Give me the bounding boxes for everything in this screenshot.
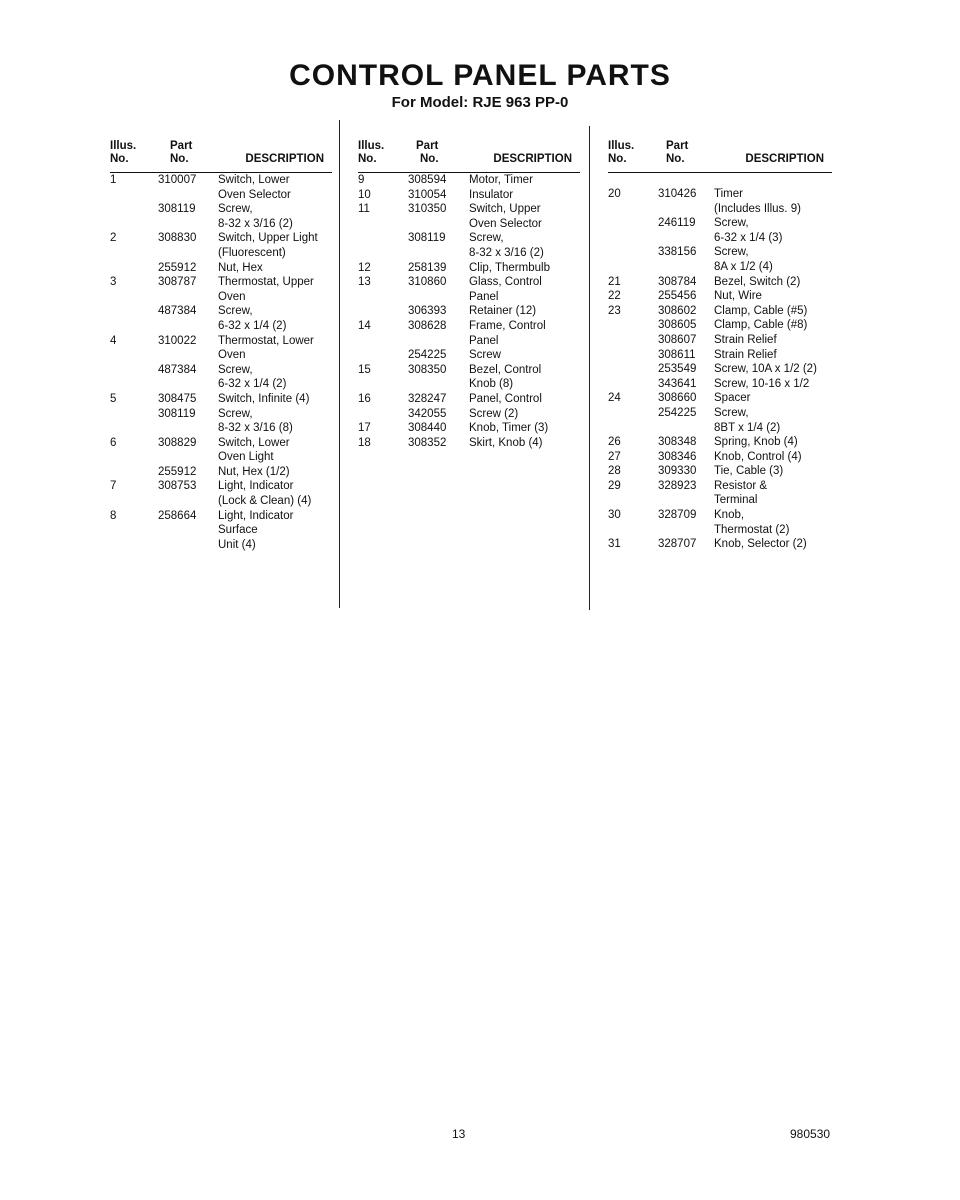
part-row — [358, 188, 580, 203]
part-description — [218, 173, 332, 202]
part-row — [608, 377, 832, 392]
part-row — [608, 508, 832, 537]
part-number: 246119 — [658, 217, 696, 230]
part-row — [608, 435, 832, 450]
part-description — [714, 406, 832, 435]
illus-number: 8 — [110, 509, 117, 522]
part-row — [358, 436, 580, 451]
description-line: Skirt, Knob (4) — [469, 436, 543, 449]
description-line: Clamp, Cable (#5) — [714, 304, 808, 317]
column-header — [608, 136, 832, 173]
part-number: 308348 — [658, 436, 697, 449]
part-description — [218, 407, 332, 436]
part-description — [714, 216, 832, 245]
description-line: Screw — [469, 349, 501, 362]
description-line: Motor, Timer — [469, 174, 533, 186]
part-number: 338156 — [658, 246, 697, 259]
description-line: Unit (4) — [218, 538, 256, 551]
parts-column-2 — [358, 136, 580, 450]
illus-number — [110, 261, 158, 276]
description-line: Spring, Knob (4) — [714, 436, 798, 449]
description-line: Nut, Hex — [218, 261, 263, 274]
part-description — [714, 464, 832, 479]
part-number: 328923 — [658, 479, 697, 492]
header-illus-label: Illus. — [110, 140, 137, 152]
part-number: 310350 — [408, 203, 447, 216]
part-row — [110, 407, 332, 436]
part-description — [714, 304, 832, 319]
part-row — [608, 406, 832, 435]
part-number: 342055 — [408, 407, 447, 420]
description-line: Bezel, Control — [469, 363, 542, 376]
part-number: 308346 — [658, 450, 697, 463]
illus-number: 22 — [608, 290, 621, 303]
part-description — [714, 508, 832, 537]
part-number: 308119 — [158, 407, 196, 420]
part-description — [218, 334, 332, 363]
part-description — [469, 421, 580, 436]
header-description: DESCRIPTION — [745, 153, 824, 165]
part-description — [469, 392, 580, 407]
part-description — [218, 304, 332, 333]
part-number: 309330 — [658, 465, 697, 478]
description-line: Spacer — [714, 392, 751, 405]
illus-number: 29 — [608, 479, 621, 492]
description-line: Panel — [469, 290, 499, 303]
parts-column-1 — [110, 136, 332, 552]
part-number: 310860 — [408, 276, 447, 289]
header-description: DESCRIPTION — [245, 153, 324, 165]
part-number: 308829 — [158, 436, 197, 449]
part-row — [110, 275, 332, 304]
part-row — [110, 202, 332, 231]
illus-number: 18 — [358, 436, 371, 449]
illus-number: 13 — [358, 276, 371, 289]
part-row — [358, 407, 580, 422]
description-line: (Fluorescent) — [218, 246, 286, 259]
part-number: 308607 — [658, 333, 697, 346]
part-description — [714, 362, 832, 377]
description-line: 8BT x 1/4 (2) — [714, 421, 781, 434]
description-line: Oven — [218, 349, 246, 362]
part-description — [469, 173, 580, 188]
illus-number: 16 — [358, 392, 371, 405]
description-line: Resistor & — [714, 479, 768, 492]
description-line: Screw, 10-16 x 1/2 — [714, 377, 810, 390]
part-row — [110, 436, 332, 465]
description-line: Switch, Lower — [218, 436, 290, 449]
part-description — [714, 391, 832, 406]
description-line: (Includes Illus. 9) — [714, 202, 801, 215]
part-number: 308787 — [158, 276, 197, 289]
illus-number: 14 — [358, 319, 371, 332]
part-description — [469, 188, 580, 203]
description-line: Nut, Hex (1/2) — [218, 465, 290, 478]
header-illus-no: No. — [608, 153, 627, 165]
part-description — [218, 363, 332, 392]
part-number: 308440 — [408, 422, 447, 435]
illus-number: 3 — [110, 276, 117, 289]
part-row — [358, 392, 580, 407]
illus-number — [110, 363, 158, 392]
part-number: 308352 — [408, 436, 447, 449]
part-number: 255912 — [158, 465, 197, 478]
description-line: Thermostat, Upper — [218, 276, 314, 289]
description-line: Oven Selector — [218, 188, 291, 201]
part-number: 308594 — [408, 174, 447, 186]
illus-number: 15 — [358, 363, 371, 376]
part-row — [358, 319, 580, 348]
part-description — [218, 261, 332, 276]
part-number: 258139 — [408, 261, 447, 274]
description-line: (Lock & Clean) (4) — [218, 495, 312, 508]
illus-number: 5 — [110, 392, 117, 405]
part-row — [110, 304, 332, 333]
part-number: 308830 — [158, 232, 197, 245]
illus-number — [608, 245, 658, 274]
part-row — [110, 509, 332, 553]
description-line: Insulator — [469, 188, 514, 201]
part-row — [608, 275, 832, 290]
part-row — [358, 261, 580, 276]
description-line: Knob (8) — [469, 378, 514, 391]
illus-number — [608, 406, 658, 435]
part-row — [110, 465, 332, 480]
part-description — [714, 275, 832, 290]
illus-number — [110, 202, 158, 231]
header-part-no: No. — [170, 153, 189, 165]
illus-number: 7 — [110, 480, 117, 493]
illus-number: 27 — [608, 450, 621, 463]
part-number: 258664 — [158, 509, 197, 522]
part-row — [608, 304, 832, 319]
description-line: Screw, — [218, 363, 253, 376]
part-row — [608, 362, 832, 377]
description-line: Light, Indicator — [218, 509, 294, 522]
part-row — [608, 464, 832, 479]
description-line: Clamp, Cable (#8) — [714, 319, 808, 332]
part-description — [714, 450, 832, 465]
description-line: Strain Relief — [714, 348, 777, 361]
part-row — [608, 391, 832, 406]
illus-number: 24 — [608, 392, 621, 405]
description-line: Tie, Cable (3) — [714, 465, 784, 478]
description-line: Screw, — [714, 406, 749, 419]
description-line: Switch, Upper — [469, 203, 541, 216]
description-line: 6-32 x 1/4 (2) — [218, 319, 287, 332]
description-line: Screw (2) — [469, 407, 519, 420]
part-description — [218, 509, 332, 553]
header-illus-label: Illus. — [608, 140, 635, 152]
header-illus-label: Illus. — [358, 140, 385, 152]
illus-number — [608, 377, 658, 392]
part-description — [218, 479, 332, 508]
part-number: 308753 — [158, 480, 197, 493]
part-row — [358, 202, 580, 231]
part-number: 308605 — [658, 319, 697, 332]
part-description — [469, 363, 580, 392]
description-line: Retainer (12) — [469, 305, 537, 318]
part-number: 487384 — [158, 305, 197, 318]
part-number: 308119 — [408, 232, 446, 245]
column-divider — [339, 120, 340, 608]
part-row — [358, 348, 580, 363]
column-header — [358, 136, 580, 173]
part-number: 310426 — [658, 188, 697, 200]
part-description — [218, 436, 332, 465]
description-line: 8-32 x 3/16 (8) — [218, 422, 293, 435]
part-number: 328707 — [658, 538, 697, 551]
description-line: Knob, Selector (2) — [714, 538, 807, 551]
document-number: 980530 — [790, 1127, 831, 1141]
description-line: Knob, Timer (3) — [469, 422, 549, 435]
header-part-label: Part — [666, 140, 689, 152]
part-description — [714, 479, 832, 508]
part-number: 328247 — [408, 392, 447, 405]
illus-number — [358, 407, 408, 422]
header-illus-no: No. — [110, 153, 129, 165]
part-number: 308350 — [408, 363, 447, 376]
parts-list — [608, 173, 832, 552]
part-row — [358, 421, 580, 436]
header-part-label: Part — [416, 140, 439, 152]
illus-number: 31 — [608, 538, 621, 551]
description-line: Screw, — [218, 203, 253, 216]
illus-number: 21 — [608, 275, 621, 288]
illus-number: 11 — [358, 203, 370, 216]
illus-number: 12 — [358, 261, 371, 274]
part-row — [110, 392, 332, 407]
illus-number: 2 — [110, 232, 117, 245]
part-row — [358, 275, 580, 304]
illus-number: 30 — [608, 509, 621, 522]
description-line: Bezel, Switch (2) — [714, 275, 801, 288]
part-description — [469, 304, 580, 319]
part-description — [714, 245, 832, 274]
part-row — [608, 318, 832, 333]
header-part-no: No. — [666, 153, 685, 165]
illus-number — [110, 304, 158, 333]
description-line: Knob, — [714, 509, 745, 522]
description-line: Strain Relief — [714, 333, 777, 346]
part-description — [714, 377, 832, 392]
illus-number — [608, 216, 658, 245]
part-number: 308660 — [658, 392, 697, 405]
illus-number — [110, 407, 158, 436]
part-row — [608, 348, 832, 363]
description-line: Frame, Control — [469, 319, 546, 332]
illus-number: 4 — [110, 334, 117, 347]
part-number: 310007 — [158, 174, 197, 186]
part-description — [714, 289, 832, 304]
header-description: DESCRIPTION — [493, 153, 572, 165]
description-line: Clip, Thermbulb — [469, 261, 550, 274]
part-number: 308119 — [158, 203, 196, 216]
part-number: 306393 — [408, 305, 447, 318]
illus-number — [358, 348, 408, 363]
part-row — [358, 363, 580, 392]
illus-number — [110, 465, 158, 480]
part-description — [469, 319, 580, 348]
illus-number — [358, 304, 408, 319]
part-row — [358, 173, 580, 188]
description-line: Nut, Wire — [714, 290, 762, 303]
part-row — [608, 479, 832, 508]
part-row — [608, 245, 832, 274]
description-line: Screw, — [469, 232, 504, 245]
part-row — [110, 334, 332, 363]
parts-list — [358, 173, 580, 450]
description-line: Terminal — [714, 494, 758, 507]
part-description — [469, 436, 580, 451]
description-line: Panel, Control — [469, 392, 542, 405]
illus-number — [608, 362, 658, 377]
part-description — [469, 261, 580, 276]
part-number: 253549 — [658, 363, 697, 376]
description-line: Screw, — [218, 407, 253, 420]
description-line: Oven — [218, 290, 246, 303]
part-row — [110, 479, 332, 508]
description-line: 8A x 1/2 (4) — [714, 260, 773, 273]
description-line: Thermostat, Lower — [218, 334, 314, 347]
illus-number: 26 — [608, 436, 621, 449]
description-line: Light, Indicator — [218, 480, 294, 493]
illus-number: 1 — [110, 174, 117, 186]
description-line: Screw, — [714, 217, 749, 230]
description-line: 8-32 x 3/16 (2) — [218, 217, 293, 230]
description-line: Screw, — [218, 305, 253, 318]
illus-number: 20 — [608, 188, 621, 200]
header-illus-no: No. — [358, 153, 377, 165]
description-line: Screw, — [714, 246, 749, 259]
part-description — [714, 187, 832, 216]
description-line: Switch, Upper Light — [218, 232, 318, 245]
description-line: Oven Light — [218, 451, 274, 464]
model-subtitle: For Model: RJE 963 PP-0 — [391, 94, 569, 111]
description-line: 6-32 x 1/4 (3) — [714, 231, 783, 244]
part-description — [218, 231, 332, 260]
part-row — [110, 363, 332, 392]
description-line: Timer — [714, 188, 743, 200]
description-line: Screw, 10A x 1/2 (2) — [714, 363, 817, 376]
part-number: 308784 — [658, 275, 697, 288]
part-row — [358, 304, 580, 319]
parts-list — [110, 173, 332, 552]
part-row — [110, 173, 332, 202]
part-description — [469, 348, 580, 363]
part-number: 328709 — [658, 509, 697, 522]
description-line: 6-32 x 1/4 (2) — [218, 378, 287, 391]
illus-number: 6 — [110, 436, 117, 449]
description-line: Knob, Control (4) — [714, 450, 802, 463]
illus-number: 28 — [608, 465, 621, 478]
description-line: Glass, Control — [469, 276, 542, 289]
part-row — [608, 289, 832, 304]
part-number: 255456 — [658, 290, 697, 303]
description-line: Thermostat (2) — [714, 523, 790, 536]
page-title: CONTROL PANEL PARTS — [289, 59, 671, 92]
part-description — [218, 275, 332, 304]
part-description — [469, 407, 580, 422]
header-part-label: Part — [170, 140, 193, 152]
part-row — [608, 216, 832, 245]
illus-number: 10 — [358, 188, 371, 201]
page-number: 13 — [452, 1127, 466, 1141]
part-number: 487384 — [158, 363, 197, 376]
part-row — [110, 261, 332, 276]
part-number: 343641 — [658, 377, 697, 390]
illus-number — [358, 231, 408, 260]
part-number: 308475 — [158, 392, 197, 405]
part-description — [714, 333, 832, 348]
part-number: 308611 — [658, 348, 696, 361]
illus-number — [608, 333, 658, 348]
part-number: 255912 — [158, 261, 197, 274]
part-row — [608, 450, 832, 465]
part-description — [469, 231, 580, 260]
part-number: 308602 — [658, 304, 697, 317]
part-row — [608, 537, 832, 552]
part-number: 308628 — [408, 319, 447, 332]
column-header — [110, 136, 332, 173]
illus-number: 9 — [358, 174, 365, 186]
part-description — [469, 202, 580, 231]
part-description — [218, 202, 332, 231]
illus-number: 17 — [358, 422, 371, 435]
part-number: 310054 — [408, 188, 447, 201]
description-line: Switch, Lower — [218, 174, 290, 186]
description-line: Surface — [218, 524, 258, 537]
illus-number — [608, 318, 658, 333]
part-number: 254225 — [408, 349, 447, 362]
header-part-no: No. — [420, 153, 439, 165]
illus-number: 23 — [608, 304, 621, 317]
part-row — [358, 231, 580, 260]
part-description — [714, 348, 832, 363]
description-line: Panel — [469, 334, 499, 347]
part-description — [469, 275, 580, 304]
part-row — [110, 231, 332, 260]
column-divider — [589, 126, 590, 610]
illus-number — [608, 348, 658, 363]
part-description — [714, 537, 832, 552]
description-line: 8-32 x 3/16 (2) — [469, 246, 544, 259]
part-description — [714, 318, 832, 333]
part-row — [608, 187, 832, 216]
description-line: Oven Selector — [469, 217, 542, 230]
parts-column-3 — [608, 136, 832, 552]
part-description — [714, 435, 832, 450]
part-number: 254225 — [658, 406, 697, 419]
part-description — [218, 392, 332, 407]
part-row — [608, 333, 832, 348]
part-description — [218, 465, 332, 480]
description-line: Switch, Infinite (4) — [218, 392, 310, 405]
part-number: 310022 — [158, 334, 197, 347]
